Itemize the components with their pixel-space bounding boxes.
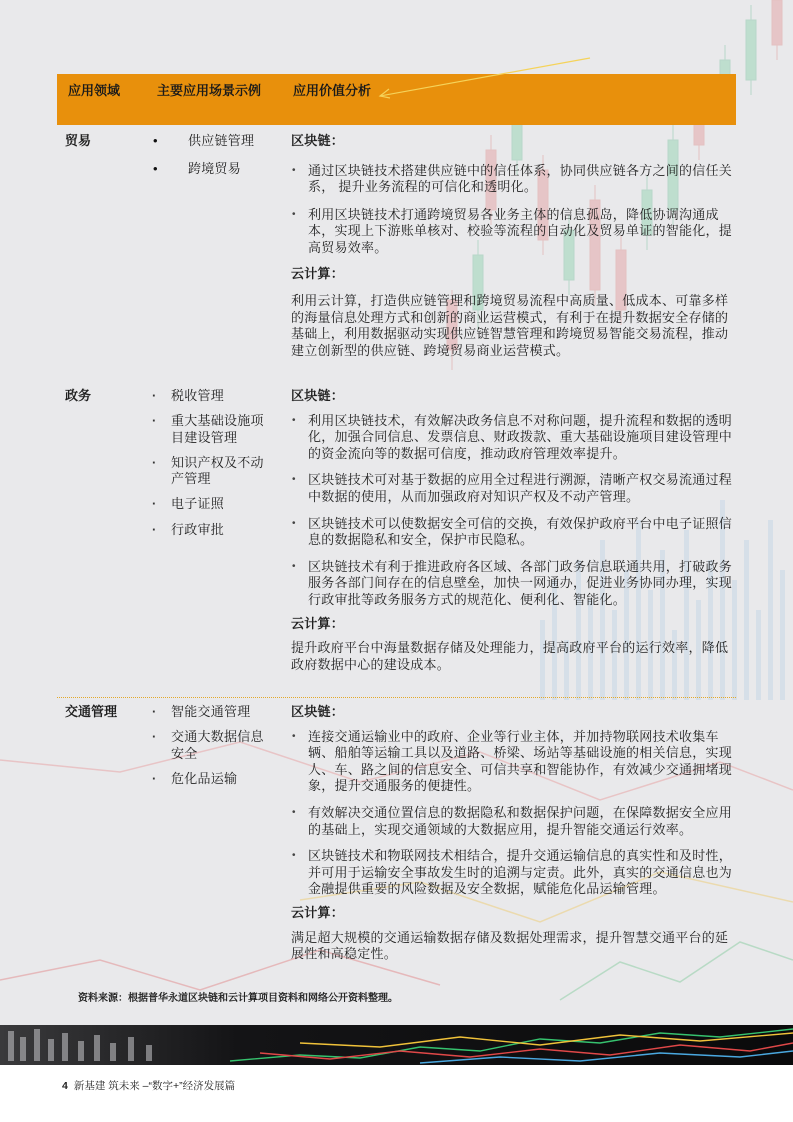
scenario-item: · 行政审批 [150, 522, 267, 539]
source-note: 资料来源：根据普华永道区块链和云计算项目资料和网络公开资料整理。 [78, 993, 398, 1004]
scenario-item: • 供应链管理 [150, 133, 280, 150]
row-domain-label: 贸易 [65, 133, 92, 148]
scenario-list [150, 704, 280, 796]
blockchain-point: • 连接交通运输业中的政府、企业等行业主体，并加持物联网技术收集车辆、船舶等运输工具以及道路、桥梁、场站等基础设施的相关信息，实现人、车、路之间的信息安全、可信共享和智能协作，有效减少交通拥堵现象，提升交通服务的便捷性。 [291, 729, 736, 795]
blockchain-point: • 区块链技术有利于推进政府各区域、各部门政务信息联通共用，打破政务服务各部门间存在的信息壁垒，加快一网通办，促进业务协同办理，实现行政审批等政务服务方式的规范化、便利化、智能化。 [291, 559, 736, 609]
header-col-domain: 应用领域 [68, 83, 121, 98]
blockchain-heading: 区块链： [291, 704, 345, 719]
scenario-list [150, 133, 280, 188]
header-col-scenarios: 主要应用场景示例 [157, 83, 262, 98]
value-analysis [291, 133, 736, 360]
scenario-item: · 交通大数据信息安全 [150, 729, 267, 762]
header-col-analysis: 应用价值分析 [293, 83, 372, 98]
row-divider [57, 697, 736, 698]
footer-title: 新基建 筑未来 –“数字+”经济发展篇 [73, 1080, 236, 1092]
scenario-item: · 电子证照 [150, 496, 267, 513]
cloud-heading: 云计算： [291, 904, 345, 920]
scenario-list [150, 388, 280, 547]
blockchain-point: • 利用区块链技术打通跨境贸易各业务主体的信息孤岛，降低协调沟通成本，实现上下游账单核对、校验等流程的自动化及贸易单证的智能化，提高贸易效率。 [291, 207, 736, 257]
scenario-item: · 重大基础设施项目建设管理 [150, 413, 267, 446]
cloud-text: 提升政府平台中海量数据存储及处理能力，提高政府平台的运行效率，降低政府数据中心的建设成本。 [291, 640, 729, 672]
cloud-heading: 云计算： [291, 615, 345, 631]
blockchain-point: • 区块链技术和物联网技术相结合，提升交通运输信息的真实性和及时性，并可用于运输安全事故发生时的追溯与定责。此外，真实的交通信息也为金融提供重要的风险数据及安全数据，赋能危化品运输管理。 [291, 848, 736, 898]
page-number: 4 [62, 1080, 68, 1092]
blockchain-point: • 有效解决交通位置信息的数据隐私和数据保护问题，在保障数据安全应用的基础上，实现交通领域的大数据应用，提升智能交通运行效率。 [291, 805, 736, 838]
annotation-line [370, 54, 600, 104]
scenario-item: · 危化品运输 [150, 771, 267, 788]
blockchain-heading: 区块链： [291, 388, 345, 403]
scenario-item: • 跨境贸易 [150, 161, 280, 178]
cloud-heading: 云计算： [291, 265, 345, 281]
cloud-text: 满足超大规模的交通运输数据存储及数据处理需求，提升智慧交通平台的延展性和高稳定性。 [291, 929, 729, 962]
blockchain-point: • 区块链技术可以使数据安全可信的交换，有效保护政府平台中电子证照信息的数据隐私和安全，保护市民隐私。 [291, 516, 736, 549]
blockchain-point: • 区块链技术可对基于数据的应用全过程进行溯源，清晰产权交易流通过程中数据的使用，从而加强政府对知识产权及不动产管理。 [291, 472, 736, 505]
value-analysis [291, 388, 736, 673]
scenario-item: · 智能交通管理 [150, 704, 267, 721]
blockchain-point: • 利用区块链技术，有效解决政务信息不对称问题，提升流程和数据的透明化，加强合同信息、发票信息、财政拨款、重大基础设施项目建设管理中的资金流向等的数据可信度，推动政府管理效率提升。 [291, 413, 736, 463]
footer-banner-image [0, 1025, 793, 1065]
page-footer [62, 1079, 235, 1093]
row-domain-label: 政务 [65, 388, 92, 403]
cloud-text: 利用云计算，打造供应链管理和跨境贸易流程中高质量、低成本、可靠多样的海量信息处理方式和创新的商业运营模式，有利于在提升数据安全存储的基础上，利用数据驱动实现供应链智慧管理和跨境贸易智能交易流程，推动建立创新型的供应链、跨境贸易商业运营模式。 [291, 293, 729, 358]
row-domain-label: 交通管理 [65, 704, 118, 719]
blockchain-heading: 区块链： [291, 133, 345, 148]
blockchain-point: • 通过区块链技术搭建供应链中的信任体系，协同供应链各方之间的信任关系， 提升业务流程的可信化和透明化。 [291, 163, 736, 196]
value-analysis [291, 704, 736, 963]
scenario-item: · 税收管理 [150, 388, 267, 405]
scenario-item: · 知识产权及不动产管理 [150, 455, 267, 488]
